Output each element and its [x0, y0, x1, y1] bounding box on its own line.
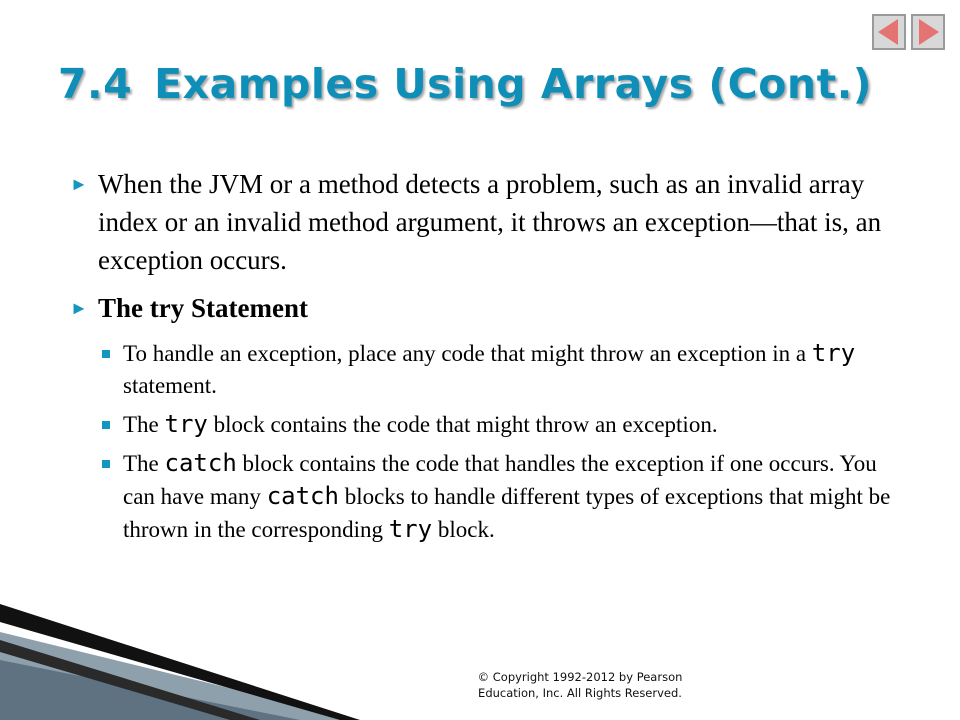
square-bullet-icon — [102, 421, 110, 429]
sub-bullet-text: statement. — [123, 373, 217, 398]
slide-title — [58, 60, 872, 108]
sub-bullet-text: block contains the code that might throw an exception. — [207, 412, 718, 437]
sub-bullet-text: block contains the code that handles the exception if one occurs. You can have many — [123, 451, 877, 509]
bullet-heading-text: The try Statement — [98, 293, 308, 323]
bullet-item — [70, 165, 910, 279]
sub-bullet-item — [98, 408, 910, 441]
title-text: Examples Using Arrays (Cont.) — [154, 60, 873, 108]
code-keyword: try — [164, 410, 208, 438]
next-slide-button[interactable] — [911, 14, 945, 50]
sub-bullet-item — [98, 447, 910, 546]
previous-slide-button[interactable] — [872, 14, 906, 50]
square-bullet-icon — [102, 350, 110, 358]
footer-line: Education, Inc. All Rights Reserved. — [478, 686, 682, 700]
copyright-footer — [455, 669, 705, 701]
left-arrow-icon — [878, 19, 898, 45]
bullet-arrow-icon: ► — [70, 298, 88, 318]
footer-line: © Copyright 1992-2012 by Pearson — [477, 670, 683, 684]
sub-bullet-text: To handle an exception, place any code that might throw an exception in a — [123, 341, 812, 366]
title-number: 7.4 — [58, 60, 133, 108]
code-keyword: catch — [164, 449, 237, 477]
right-arrow-icon — [919, 19, 939, 45]
square-bullet-icon — [102, 460, 110, 468]
sub-bullet-item — [98, 337, 910, 402]
code-keyword: catch — [266, 482, 339, 510]
bullet-arrow-icon: ► — [70, 174, 88, 194]
sub-bullet-text: The — [123, 412, 165, 437]
code-keyword: try — [811, 339, 856, 367]
sub-bullet-text: The — [123, 451, 165, 476]
bullet-text: When the JVM or a method detects a problem, such as an invalid array index or an invalid method argument, it throws an exception—that is, an exception occurs. — [98, 169, 882, 275]
bullet-item-heading — [70, 289, 910, 327]
slide-content — [70, 165, 910, 552]
sub-bullet-text: blocks to handle different types of exceptions that might be thrown in the corresponding — [123, 484, 891, 542]
code-keyword: try — [388, 515, 433, 543]
sub-bullet-text: block. — [432, 517, 495, 542]
